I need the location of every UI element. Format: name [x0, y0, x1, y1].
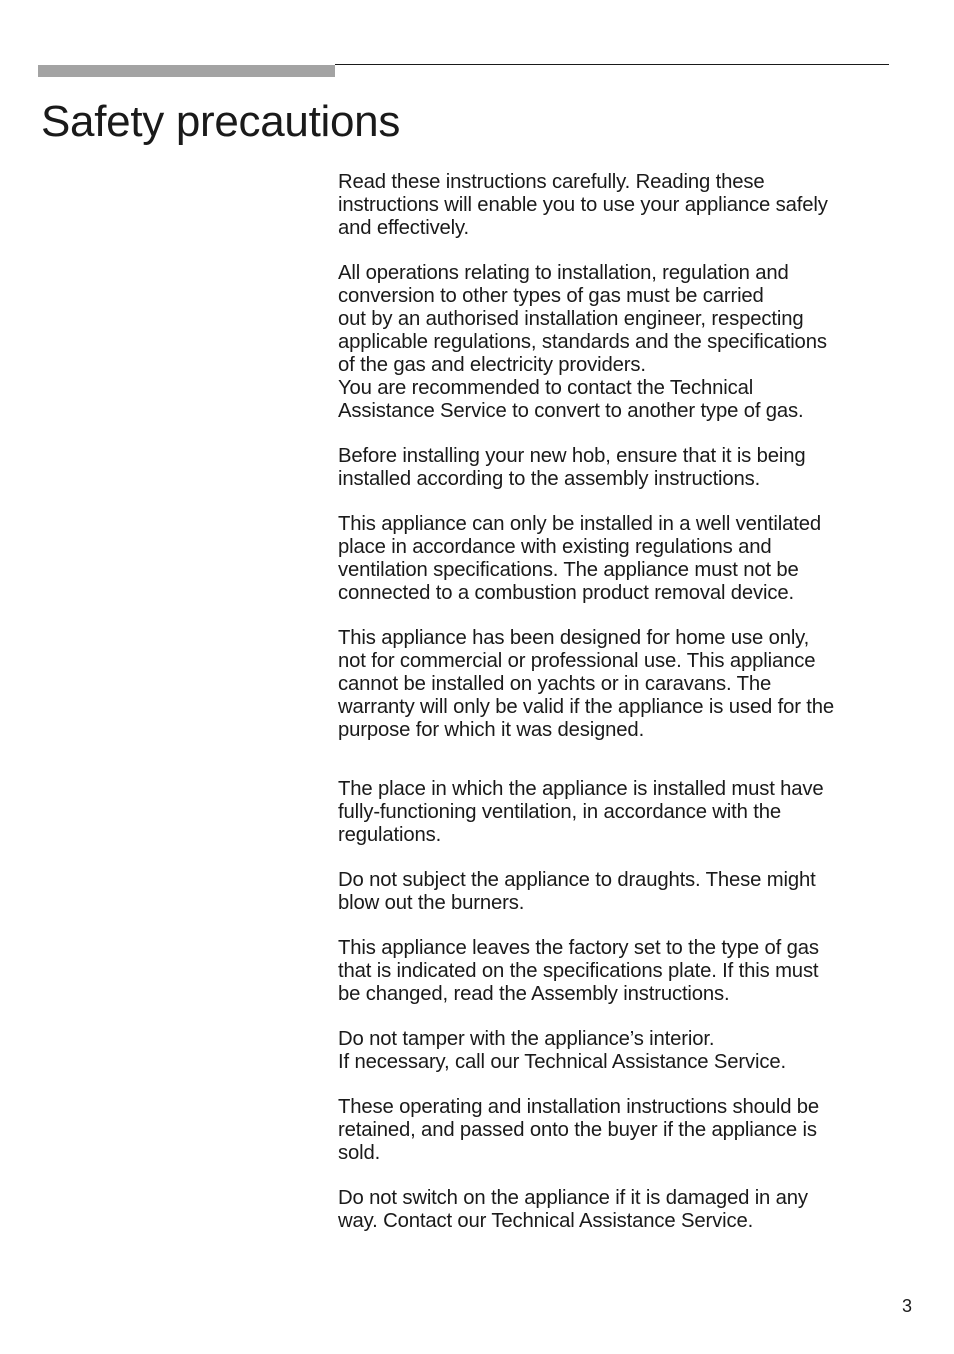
page-title: Safety precautions	[41, 97, 401, 146]
header-rule-line	[335, 64, 889, 65]
header-rule-bar	[38, 65, 335, 77]
paragraph-ventilated-place: This appliance can only be installed in a well ventilated place in accordance with existing regulations and ventilation specifications. The appliance must not be connected to a combustion product removal device.	[338, 513, 822, 604]
paragraph-retain-instructions: These operating and installation instructions should be retained, and passed onto the buyer if the appliance is sold.	[338, 1096, 820, 1164]
paragraph-authorised-installation: All operations relating to installation, regulation and conversion to other types of gas must be carried out by an authorised installation engineer, respecting applicable regulations, standards and the specifications of the gas and electricity providers. You are recommended to contact the Technical Assistance Service to convert to another type of gas.	[338, 262, 827, 422]
page-number: 3	[902, 1296, 913, 1316]
paragraph-assembly-instructions: Before installing your new hob, ensure that it is being installed according to the assembly instructions.	[338, 445, 806, 490]
paragraph-home-use-only: This appliance has been designed for home use only, not for commercial or professional use. This appliance cannot be installed on yachts or in caravans. The warranty will only be valid if the appliance is used for the purpose for which it was designed.	[338, 627, 835, 741]
paragraph-damaged-appliance: Do not switch on the appliance if it is damaged in any way. Contact our Technical Assistance Service.	[338, 1187, 808, 1232]
paragraph-read-instructions: Read these instructions carefully. Reading these instructions will enable you to use your appliance safely and effectively.	[338, 171, 828, 239]
paragraph-gas-type: This appliance leaves the factory set to the type of gas that is indicated on the specifications plate. If this must be changed, read the Assembly instructions.	[338, 937, 819, 1005]
paragraph-interior: Do not tamper with the appliance’s interior. If necessary, call our Technical Assistance Service.	[338, 1028, 786, 1073]
paragraph-draughts: Do not subject the appliance to draughts. These might blow out the burners.	[338, 869, 816, 914]
safety-text-column	[338, 171, 890, 1255]
paragraph-ventilation: The place in which the appliance is installed must have fully-functioning ventilation, in accordance with the regulations.	[338, 778, 824, 846]
